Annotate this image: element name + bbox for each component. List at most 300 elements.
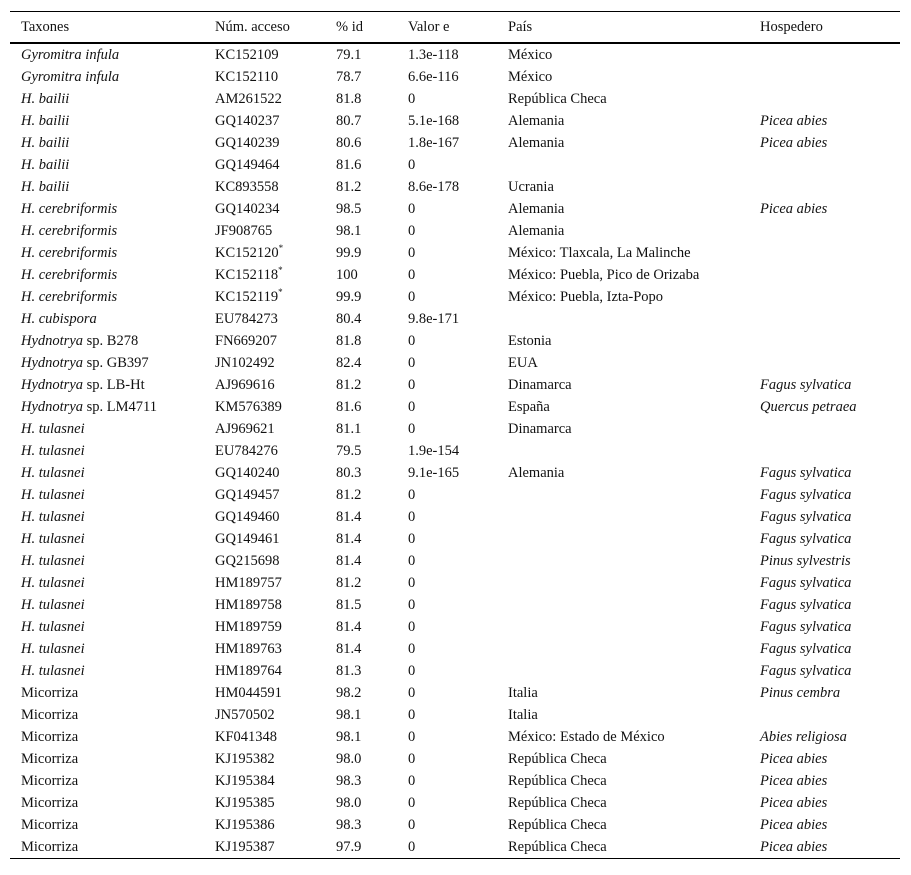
evalue-cell: 0 <box>408 530 416 547</box>
host-cell: Fagus sylvatica <box>760 596 852 613</box>
table-row <box>10 814 900 836</box>
evalue-cell: 0 <box>408 596 416 613</box>
taxon-name-rest: Micorriza <box>21 684 79 701</box>
taxon-name-rest: Micorriza <box>21 816 79 833</box>
host-cell <box>749 88 900 110</box>
table-row <box>10 572 900 594</box>
taxon-name-italic: H. tulasnei <box>21 552 85 569</box>
accession-cell <box>204 374 325 396</box>
evalue-cell: 0 <box>408 618 416 635</box>
accession-number: HM044591 <box>215 684 282 701</box>
accession-number: KJ195386 <box>215 816 275 833</box>
taxon-name-italic: Hydnotrya <box>21 376 84 393</box>
identity-cell: 98.3 <box>336 772 362 789</box>
identity-cell: 81.4 <box>336 508 362 525</box>
country-cell <box>497 638 749 660</box>
table-row <box>10 550 900 572</box>
accession-cell <box>204 242 325 264</box>
taxon-name-italic: Hydnotrya <box>21 398 84 415</box>
identity-cell: 81.6 <box>336 398 362 415</box>
taxon-cell <box>10 330 204 352</box>
country-cell <box>497 484 749 506</box>
identity-cell: 82.4 <box>336 354 362 371</box>
identity-cell: 98.5 <box>336 200 362 217</box>
accession-cell <box>204 506 325 528</box>
header-num-acceso: Núm. acceso <box>204 12 325 44</box>
taxon-cell <box>10 396 204 418</box>
identity-cell: 81.4 <box>336 618 362 635</box>
evalue-cell: 9.8e-171 <box>408 310 460 327</box>
table-row <box>10 330 900 352</box>
table-row <box>10 418 900 440</box>
host-cell: Fagus sylvatica <box>760 464 852 481</box>
accession-cell <box>204 440 325 462</box>
table-row <box>10 110 900 132</box>
identity-cell: 97.9 <box>325 836 397 859</box>
evalue-cell: 0 <box>408 200 416 217</box>
country-cell <box>497 440 749 462</box>
taxon-name-italic: H. tulasnei <box>21 662 85 679</box>
accession-cell <box>204 198 325 220</box>
country-cell: México <box>508 46 553 63</box>
country-cell: México <box>508 68 553 85</box>
accession-number: KC152120 <box>215 244 279 261</box>
evalue-cell: 0 <box>408 794 416 811</box>
accession-cell <box>204 66 325 88</box>
taxon-cell <box>10 110 204 132</box>
accession-number: GQ140237 <box>215 112 280 129</box>
taxon-cell <box>10 528 204 550</box>
taxon-cell <box>10 418 204 440</box>
country-cell: México: Puebla, Pico de Orizaba <box>508 266 700 283</box>
accession-cell <box>204 572 325 594</box>
evalue-cell: 0 <box>408 376 416 393</box>
accession-marker: * <box>278 242 284 253</box>
taxon-cell <box>10 176 204 198</box>
header-pais: País <box>497 12 749 44</box>
taxon-name-italic: H. bailii <box>21 134 70 151</box>
accession-number: KJ195387 <box>215 838 275 855</box>
country-cell: Dinamarca <box>508 420 572 437</box>
accession-cell <box>204 396 325 418</box>
identity-cell: 81.4 <box>336 552 362 569</box>
taxon-name-rest: Micorriza <box>21 706 79 723</box>
table-body <box>10 43 900 859</box>
table-row <box>10 594 900 616</box>
country-cell: México: Estado de México <box>508 728 665 745</box>
taxon-cell <box>10 792 204 814</box>
table-row <box>10 352 900 374</box>
evalue-cell: 9.1e-165 <box>408 464 460 481</box>
country-cell <box>497 308 749 330</box>
accession-number: GQ149464 <box>215 156 280 173</box>
identity-cell: 98.1 <box>336 222 362 239</box>
taxon-name-italic: Hydnotrya <box>21 332 84 349</box>
accession-number: KF041348 <box>215 728 278 745</box>
taxon-name-italic: H. cerebriformis <box>21 288 118 305</box>
taxon-cell <box>10 352 204 374</box>
country-cell <box>497 594 749 616</box>
accession-cell <box>204 88 325 110</box>
accession-number: KJ195382 <box>215 750 275 767</box>
table-row <box>10 528 900 550</box>
table-row <box>10 396 900 418</box>
host-cell <box>749 43 900 66</box>
host-cell: Picea abies <box>760 794 828 811</box>
taxon-cell <box>10 726 204 748</box>
accession-number: KM576389 <box>215 398 282 415</box>
host-cell: Fagus sylvatica <box>760 530 852 547</box>
table-header <box>10 12 900 44</box>
taxon-name-italic: H. tulasnei <box>21 574 85 591</box>
country-cell: Alemania <box>508 222 565 239</box>
host-cell: Picea abies <box>760 772 828 789</box>
evalue-cell: 0 <box>408 244 416 261</box>
taxon-name-italic: H. cerebriformis <box>21 244 118 261</box>
accession-number: JN102492 <box>215 354 275 371</box>
table-row <box>10 220 900 242</box>
country-cell: Alemania <box>508 112 565 129</box>
taxon-name-rest: sp. GB397 <box>83 354 149 371</box>
identity-cell: 80.6 <box>336 134 362 151</box>
taxon-cell <box>10 594 204 616</box>
evalue-cell: 0 <box>408 332 416 349</box>
country-cell: Italia <box>508 684 538 701</box>
taxon-cell <box>10 770 204 792</box>
identity-cell: 99.9 <box>336 288 362 305</box>
identity-cell: 98.0 <box>336 750 362 767</box>
evalue-cell: 0 <box>408 288 416 305</box>
table-row <box>10 660 900 682</box>
taxon-name-rest: sp. LB-Ht <box>83 376 145 393</box>
taxon-cell <box>10 682 204 704</box>
taxon-cell <box>10 286 204 308</box>
taxon-name-italic: H. tulasnei <box>21 530 85 547</box>
table-row <box>10 462 900 484</box>
table-row <box>10 704 900 726</box>
evalue-cell: 0 <box>408 640 416 657</box>
host-cell <box>749 352 900 374</box>
taxon-name-italic: H. cubispora <box>21 310 97 327</box>
evalue-cell: 1.3e-118 <box>408 46 459 63</box>
identity-cell: 81.2 <box>336 574 362 591</box>
taxon-name-italic: H. cerebriformis <box>21 200 118 217</box>
host-cell <box>749 440 900 462</box>
taxon-cell <box>10 154 204 176</box>
accession-number: GQ215698 <box>215 552 280 569</box>
taxon-name-italic: Hydnotrya <box>21 354 84 371</box>
table-row <box>10 66 900 88</box>
host-cell <box>749 220 900 242</box>
header-row <box>10 12 900 44</box>
accession-number: KC152109 <box>215 46 279 63</box>
taxon-cell <box>10 88 204 110</box>
evalue-cell: 0 <box>397 836 497 859</box>
identity-cell: 98.1 <box>336 728 362 745</box>
table-row <box>10 484 900 506</box>
country-cell <box>497 506 749 528</box>
country-cell: EUA <box>508 354 538 371</box>
accession-cell <box>204 110 325 132</box>
accession-cell <box>204 594 325 616</box>
country-cell: República Checa <box>508 750 607 767</box>
accession-number: AJ969616 <box>215 376 275 393</box>
taxon-cell <box>10 43 204 66</box>
evalue-cell: 0 <box>408 222 416 239</box>
accession-number: KC152110 <box>215 68 279 85</box>
host-cell: Pinus sylvestris <box>760 552 851 569</box>
taxon-name-rest: sp. LM4711 <box>83 398 157 415</box>
accession-cell <box>204 220 325 242</box>
host-cell <box>749 264 900 286</box>
accession-number: KJ195385 <box>215 794 275 811</box>
accession-number: KC893558 <box>215 178 279 195</box>
accession-cell <box>204 616 325 638</box>
country-cell <box>497 660 749 682</box>
identity-cell: 81.4 <box>336 530 362 547</box>
host-cell: Fagus sylvatica <box>760 486 852 503</box>
country-cell: República Checa <box>508 90 607 107</box>
accession-number: AJ969621 <box>215 420 275 437</box>
table-row <box>10 264 900 286</box>
evalue-cell: 0 <box>408 354 416 371</box>
table-row <box>10 682 900 704</box>
evalue-cell: 1.9e-154 <box>408 442 460 459</box>
evalue-cell: 6.6e-116 <box>408 68 459 85</box>
taxon-name-italic: H. tulasnei <box>21 464 85 481</box>
accession-number: AM261522 <box>215 90 282 107</box>
evalue-cell: 0 <box>408 750 416 767</box>
taxon-cell <box>10 132 204 154</box>
evalue-cell: 0 <box>408 662 416 679</box>
country-cell: España <box>508 398 550 415</box>
accession-number: GQ140234 <box>215 200 280 217</box>
taxon-name-italic: H. tulasnei <box>21 420 85 437</box>
taxon-cell <box>10 638 204 660</box>
taxon-cell <box>10 660 204 682</box>
identity-cell: 81.8 <box>336 90 362 107</box>
identity-cell: 100 <box>336 266 358 283</box>
country-cell: Alemania <box>508 134 565 151</box>
country-cell: República Checa <box>508 772 607 789</box>
evalue-cell: 8.6e-178 <box>408 178 460 195</box>
host-cell <box>749 286 900 308</box>
taxon-cell <box>10 814 204 836</box>
accession-cell <box>204 43 325 66</box>
taxon-name-italic: H. bailii <box>21 112 70 129</box>
taxon-cell <box>10 220 204 242</box>
host-cell: Abies religiosa <box>760 728 847 745</box>
table-row <box>10 506 900 528</box>
accession-cell <box>204 638 325 660</box>
host-cell: Fagus sylvatica <box>760 618 852 635</box>
host-cell: Fagus sylvatica <box>760 640 852 657</box>
accession-number: HM189763 <box>215 640 282 657</box>
host-cell <box>749 330 900 352</box>
evalue-cell: 0 <box>408 90 416 107</box>
accession-marker: * <box>278 264 283 275</box>
host-cell: Fagus sylvatica <box>760 508 852 525</box>
taxon-name-rest: sp. B278 <box>83 332 139 349</box>
table-row <box>10 616 900 638</box>
host-cell: Pinus cembra <box>760 684 841 701</box>
accession-cell <box>204 770 325 792</box>
table-row <box>10 242 900 264</box>
accession-number: FN669207 <box>215 332 278 349</box>
accession-cell <box>204 660 325 682</box>
taxon-name-italic: H. tulasnei <box>21 508 85 525</box>
accession-number: EU784276 <box>215 442 278 459</box>
table-row <box>10 726 900 748</box>
country-cell <box>497 528 749 550</box>
accession-number: HM189764 <box>215 662 282 679</box>
evalue-cell: 0 <box>408 574 416 591</box>
identity-cell: 80.4 <box>336 310 362 327</box>
taxa-table <box>10 11 900 859</box>
evalue-cell: 0 <box>408 508 416 525</box>
identity-cell: 98.1 <box>336 706 362 723</box>
accession-number: GQ149460 <box>215 508 280 525</box>
accession-cell <box>204 726 325 748</box>
accession-cell <box>204 154 325 176</box>
taxon-name-italic: Gyromitra infula <box>21 46 120 63</box>
identity-cell: 78.7 <box>336 68 362 85</box>
accession-cell <box>204 748 325 770</box>
host-cell: Quercus petraea <box>760 398 857 415</box>
table-row <box>10 638 900 660</box>
taxon-name-italic: H. cerebriformis <box>21 222 118 239</box>
identity-cell: 98.2 <box>336 684 362 701</box>
host-cell: Picea abies <box>760 200 828 217</box>
table-row <box>10 792 900 814</box>
accession-cell <box>204 308 325 330</box>
evalue-cell: 0 <box>408 728 416 745</box>
taxon-cell <box>10 66 204 88</box>
country-cell <box>497 616 749 638</box>
taxon-name-rest: Micorriza <box>21 750 79 767</box>
identity-cell: 80.3 <box>336 464 362 481</box>
accession-number: KC152119 <box>215 288 279 305</box>
country-cell: República Checa <box>497 836 749 859</box>
identity-cell: 98.3 <box>336 816 362 833</box>
identity-cell: 81.2 <box>336 178 362 195</box>
accession-cell <box>204 352 325 374</box>
evalue-cell: 0 <box>408 398 416 415</box>
country-cell: República Checa <box>508 816 607 833</box>
identity-cell: 81.3 <box>336 662 362 679</box>
identity-cell: 81.2 <box>336 376 362 393</box>
taxon-name-rest: Micorriza <box>21 772 79 789</box>
accession-number: EU784273 <box>215 310 278 327</box>
accession-number: HM189758 <box>215 596 282 613</box>
accession-number: GQ140240 <box>215 464 280 481</box>
accession-cell <box>204 484 325 506</box>
country-cell: Dinamarca <box>508 376 572 393</box>
accession-number: GQ149457 <box>215 486 280 503</box>
accession-number: HM189759 <box>215 618 282 635</box>
header-taxones: Taxones <box>10 12 204 44</box>
accession-number: JN570502 <box>215 706 275 723</box>
host-cell: Picea abies <box>760 750 828 767</box>
country-cell: México: Puebla, Izta-Popo <box>508 288 664 305</box>
accession-cell <box>204 792 325 814</box>
taxon-name-rest: Micorriza <box>21 728 79 745</box>
country-cell: Alemania <box>508 464 565 481</box>
accession-cell <box>204 682 325 704</box>
identity-cell: 81.1 <box>336 420 362 437</box>
host-cell <box>749 418 900 440</box>
host-cell <box>749 704 900 726</box>
host-cell: Fagus sylvatica <box>760 376 852 393</box>
table-row <box>10 440 900 462</box>
country-cell: Alemania <box>508 200 565 217</box>
taxon-cell <box>10 704 204 726</box>
identity-cell: 81.8 <box>336 332 362 349</box>
taxon-name-italic: H. cerebriformis <box>21 266 118 283</box>
evalue-cell: 0 <box>408 684 416 701</box>
taxon-name-rest: Micorriza <box>21 838 79 855</box>
country-cell <box>497 550 749 572</box>
accession-number: GQ140239 <box>215 134 280 151</box>
accession-cell <box>204 330 325 352</box>
identity-cell: 98.0 <box>336 794 362 811</box>
accession-cell <box>204 550 325 572</box>
accession-cell <box>204 704 325 726</box>
taxon-name-italic: H. tulasnei <box>21 596 85 613</box>
accession-cell <box>204 264 325 286</box>
table-row <box>10 770 900 792</box>
evalue-cell: 0 <box>408 266 416 283</box>
accession-cell <box>204 836 325 859</box>
taxon-cell <box>10 550 204 572</box>
accession-number: KJ195384 <box>215 772 275 789</box>
taxon-cell <box>10 462 204 484</box>
taxon-name-italic: H. tulasnei <box>21 442 85 459</box>
accession-cell <box>204 176 325 198</box>
table-row <box>10 88 900 110</box>
accession-number: GQ149461 <box>215 530 280 547</box>
identity-cell: 79.5 <box>336 442 362 459</box>
evalue-cell: 0 <box>408 420 416 437</box>
taxon-cell <box>10 242 204 264</box>
accession-marker: * <box>278 286 283 297</box>
table-row <box>10 308 900 330</box>
taxon-cell <box>10 264 204 286</box>
accession-cell <box>204 814 325 836</box>
taxon-cell <box>10 748 204 770</box>
country-cell <box>497 572 749 594</box>
table-row <box>10 748 900 770</box>
accession-number: HM189757 <box>215 574 282 591</box>
country-cell: Estonia <box>508 332 552 349</box>
host-cell <box>749 242 900 264</box>
taxon-name-italic: H. tulasnei <box>21 618 85 635</box>
taxon-name-italic: H. bailii <box>21 90 70 107</box>
host-cell: Picea abies <box>749 836 900 859</box>
host-cell <box>749 66 900 88</box>
taxon-name-rest: Micorriza <box>21 794 79 811</box>
taxon-cell <box>10 506 204 528</box>
evalue-cell: 0 <box>408 772 416 789</box>
identity-cell: 79.1 <box>336 46 362 63</box>
taxon-cell <box>10 374 204 396</box>
evalue-cell: 0 <box>408 486 416 503</box>
table-row <box>10 176 900 198</box>
country-cell: Italia <box>508 706 538 723</box>
country-cell: Ucrania <box>508 178 554 195</box>
identity-cell: 81.4 <box>336 640 362 657</box>
identity-cell: 99.9 <box>336 244 362 261</box>
